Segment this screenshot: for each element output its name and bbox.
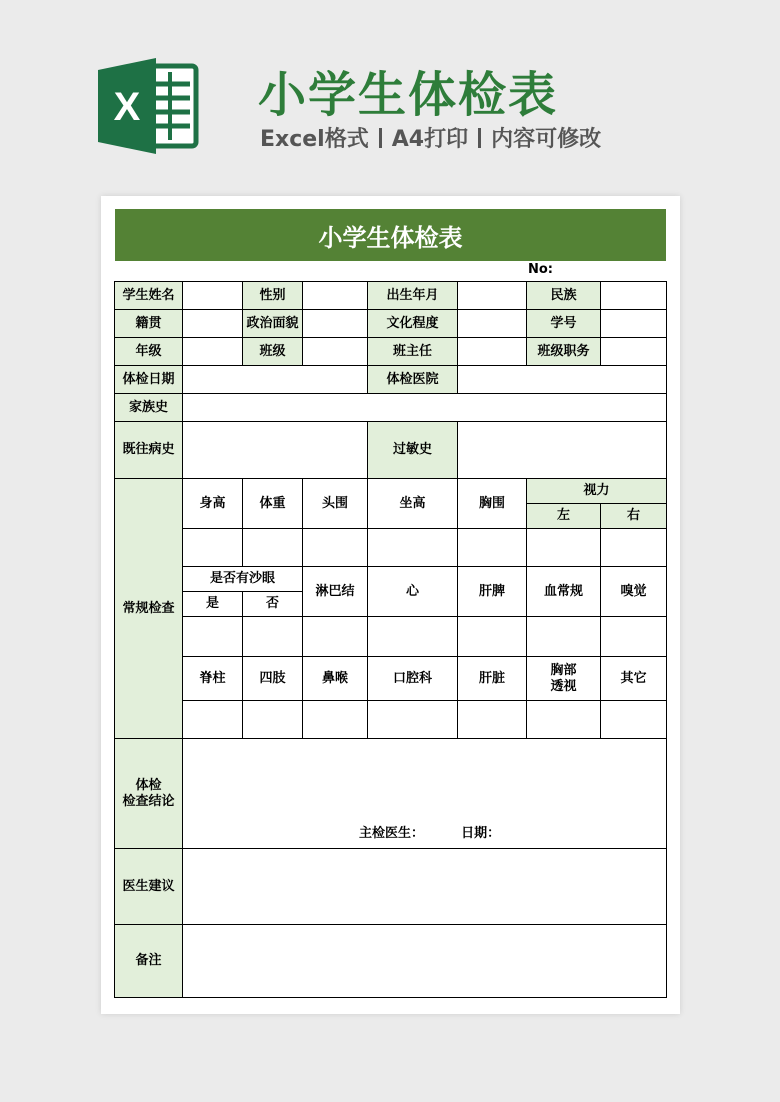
label-head-circumference: 头围 — [303, 479, 368, 529]
form-sheet — [101, 196, 680, 1014]
field-vision-right[interactable] — [601, 529, 667, 567]
field-class-role[interactable] — [601, 338, 667, 366]
label-lymph-nodes: 淋巴结 — [303, 567, 368, 617]
label-liver: 肝脏 — [458, 657, 527, 701]
label-exam-hospital: 体检医院 — [368, 366, 458, 394]
field-heart[interactable] — [368, 617, 458, 657]
label-native-place: 籍贯 — [115, 310, 183, 338]
label-gender: 性别 — [243, 282, 303, 310]
label-allergy: 过敏史 — [368, 422, 458, 479]
excel-logo-letter: X — [113, 85, 141, 129]
form-banner: 小学生体检表 — [115, 209, 666, 261]
health-exam-table — [114, 281, 667, 998]
separator — [478, 128, 481, 148]
field-remarks[interactable] — [183, 925, 667, 998]
field-chest-xray[interactable] — [527, 701, 601, 739]
serial-no-label: No: — [528, 262, 554, 277]
field-doctor-advice[interactable] — [183, 849, 667, 925]
field-trachoma-yes[interactable] — [183, 617, 243, 657]
label-conclusion — [115, 739, 183, 849]
label-student-id: 学号 — [527, 310, 601, 338]
label-blood-routine: 血常规 — [527, 567, 601, 617]
label-remarks: 备注 — [115, 925, 183, 998]
label-trachoma: 是否有沙眼 — [183, 567, 303, 592]
field-conclusion[interactable] — [183, 739, 667, 849]
label-vision-left: 左 — [527, 504, 601, 529]
subtitle-print: A4打印 — [391, 127, 469, 152]
field-trachoma-no[interactable] — [243, 617, 303, 657]
subtitle-format: Excel格式 — [260, 127, 369, 152]
separator — [379, 128, 382, 148]
label-height: 身高 — [183, 479, 243, 529]
field-education[interactable] — [458, 310, 527, 338]
label-weight: 体重 — [243, 479, 303, 529]
label-ethnicity: 民族 — [527, 282, 601, 310]
label-class: 班级 — [243, 338, 303, 366]
field-chest-circumference[interactable] — [458, 529, 527, 567]
label-dental: 口腔科 — [368, 657, 458, 701]
field-birth[interactable] — [458, 282, 527, 310]
label-trachoma-yes: 是 — [183, 592, 243, 617]
field-head-circumference[interactable] — [303, 529, 368, 567]
conclusion-line2: 检查结论 — [122, 793, 175, 809]
label-routine-exam: 常规检查 — [115, 479, 183, 739]
conclusion-line1: 体检 — [135, 777, 162, 793]
label-name: 学生姓名 — [115, 282, 183, 310]
field-grade[interactable] — [183, 338, 243, 366]
label-sitting-height: 坐高 — [368, 479, 458, 529]
field-ethnicity[interactable] — [601, 282, 667, 310]
label-grade: 年级 — [115, 338, 183, 366]
label-birth: 出生年月 — [368, 282, 458, 310]
chief-doctor-label: 主检医生： — [359, 826, 425, 841]
label-other: 其它 — [601, 657, 667, 701]
label-spine: 脊柱 — [183, 657, 243, 701]
field-lymph-nodes[interactable] — [303, 617, 368, 657]
field-student-id[interactable] — [601, 310, 667, 338]
label-vision-right: 右 — [601, 504, 667, 529]
field-head-teacher[interactable] — [458, 338, 527, 366]
subtitle — [260, 122, 601, 153]
field-family-history[interactable] — [183, 394, 667, 422]
label-heart: 心 — [368, 567, 458, 617]
field-blood-routine[interactable] — [527, 617, 601, 657]
field-vision-left[interactable] — [527, 529, 601, 567]
field-height[interactable] — [183, 529, 243, 567]
label-chest-circumference: 胸围 — [458, 479, 527, 529]
label-smell: 嗅觉 — [601, 567, 667, 617]
field-name[interactable] — [183, 282, 243, 310]
page-title: 小学生体检表 — [258, 67, 559, 123]
field-other[interactable] — [601, 701, 667, 739]
field-dental[interactable] — [368, 701, 458, 739]
field-class[interactable] — [303, 338, 368, 366]
label-class-role: 班级职务 — [527, 338, 601, 366]
chest-xray-line2: 透视 — [550, 678, 577, 694]
field-gender[interactable] — [303, 282, 368, 310]
field-past-history[interactable] — [183, 422, 368, 479]
field-allergy[interactable] — [458, 422, 667, 479]
field-sitting-height[interactable] — [368, 529, 458, 567]
chest-xray-line1: 胸部 — [550, 662, 577, 678]
label-head-teacher: 班主任 — [368, 338, 458, 366]
label-trachoma-no: 否 — [243, 592, 303, 617]
field-limbs[interactable] — [243, 701, 303, 739]
field-exam-hospital[interactable] — [458, 366, 667, 394]
field-weight[interactable] — [243, 529, 303, 567]
subtitle-editable: 内容可修改 — [491, 127, 602, 152]
label-doctor-advice: 医生建议 — [115, 849, 183, 925]
label-exam-date: 体检日期 — [115, 366, 183, 394]
label-politics: 政治面貌 — [243, 310, 303, 338]
conclusion-signature — [359, 826, 500, 842]
label-past-history: 既往病史 — [115, 422, 183, 479]
label-throat: 鼻喉 — [303, 657, 368, 701]
field-smell[interactable] — [601, 617, 667, 657]
field-liver[interactable] — [458, 701, 527, 739]
label-vision: 视力 — [527, 479, 667, 504]
label-chest-xray — [527, 657, 601, 701]
label-family-history: 家族史 — [115, 394, 183, 422]
field-exam-date[interactable] — [183, 366, 368, 394]
label-limbs: 四肢 — [243, 657, 303, 701]
label-liver-spleen: 肝脾 — [458, 567, 527, 617]
excel-icon — [98, 58, 202, 154]
date-label: 日期： — [461, 826, 501, 841]
field-throat[interactable] — [303, 701, 368, 739]
label-education: 文化程度 — [368, 310, 458, 338]
field-native-place[interactable] — [183, 310, 243, 338]
field-spine[interactable] — [183, 701, 243, 739]
field-politics[interactable] — [303, 310, 368, 338]
field-liver-spleen[interactable] — [458, 617, 527, 657]
page-header — [0, 0, 780, 190]
